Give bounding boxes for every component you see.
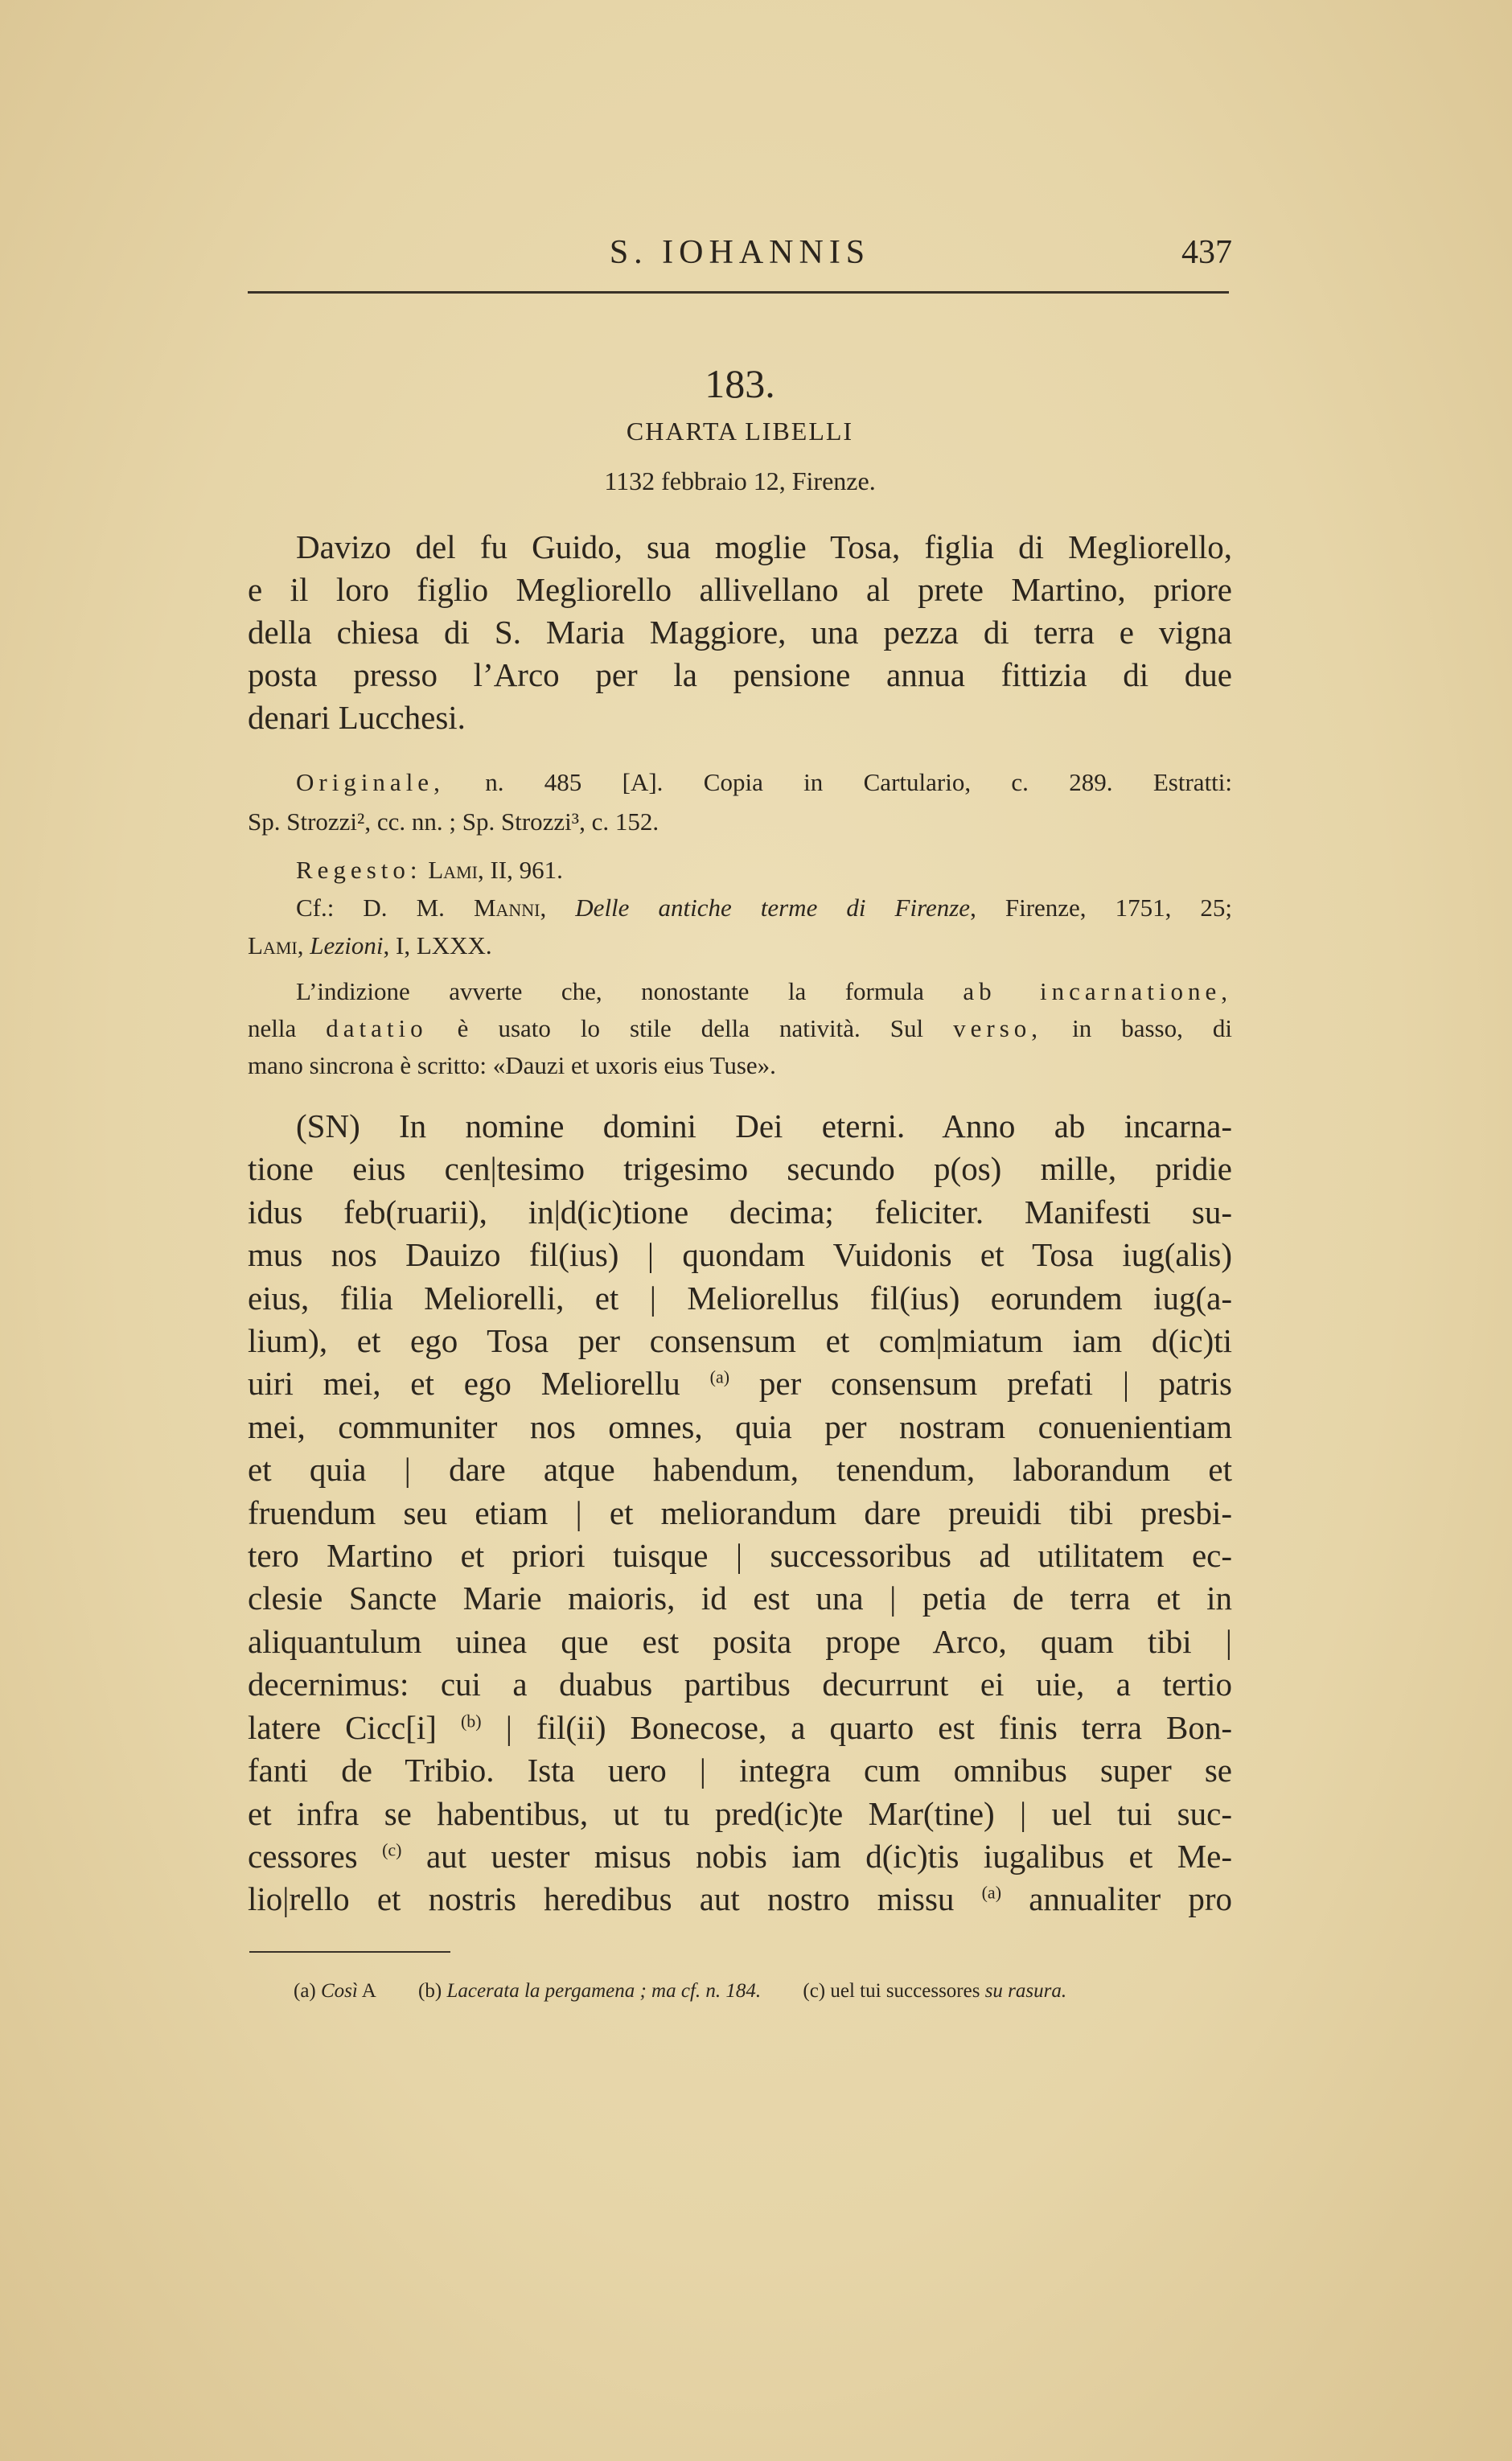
text-line: (SN) In nomine domini Dei eterni. Anno ab incarna- (296, 1107, 1232, 1144)
text: L’indizione avverte che, nonostante la formula (296, 977, 924, 1005)
ref: , Firenze, 1751, 25; (970, 894, 1232, 922)
text: latere Cicc[i] (248, 1708, 437, 1746)
spaced-text: datatio (326, 1014, 428, 1042)
estratti-label: Estratti: (1152, 768, 1233, 796)
summary-line: denari Lucchesi. (248, 699, 466, 736)
text: è usato lo stile della natività. Sul (457, 1014, 924, 1042)
text-line: idus feb(ruarii), in|d(ic)tione decima; feliciter. Manifesti su- (248, 1193, 1232, 1230)
running-head (248, 233, 1232, 281)
text: aut uester misus nobis iam d(ic)tis iugalibus et Me- (425, 1837, 1233, 1875)
document-date: 1132 febbraio 12, Firenze. (604, 466, 876, 495)
footnote-b (418, 1980, 761, 2002)
summary-line: Davizo del fu Guido, sua moglie Tosa, figlia di Megliorello, (296, 528, 1232, 565)
ref: , I, LXXX. (383, 931, 492, 959)
text-line (248, 1835, 1232, 1878)
text: cessores (248, 1837, 358, 1875)
originale-ref: n. 485 [A]. (485, 768, 664, 796)
author: Lami (248, 931, 298, 959)
lami-line: Lami, Lezioni, I, LXXX. (248, 931, 492, 959)
footnote-italic: Lacerata la pergamena ; ma cf. n. 184. (446, 1980, 762, 2002)
document-title: CHARTA LIBELLI (626, 417, 854, 446)
text: nella (248, 1014, 297, 1042)
commentary (248, 973, 1232, 1084)
tradition-line (248, 762, 1232, 802)
footnote-a (294, 1980, 376, 2002)
text-line: et infra se habentibus, ut tu pred(ic)te Mar(tine) | uel tui suc- (248, 1794, 1232, 1832)
header-rule (248, 291, 1229, 294)
author: Manni (473, 894, 540, 922)
title: Lezioni (310, 931, 384, 959)
page-number: 437 (1181, 234, 1232, 271)
footnote-rule (249, 1951, 450, 1953)
footnote-text: uel tui successores (825, 1980, 985, 2002)
text-line: mei, communiter nos omnes, quia per nostram conuenientiam (248, 1407, 1232, 1445)
footnote-ref: (a) (981, 1882, 1002, 1903)
footnote-italic: su rasura. (984, 1980, 1067, 2002)
text-line: mus nos Dauizo fil(ius) | quondam Vuidonis et Tosa iug(alis) (248, 1236, 1232, 1274)
text-line: fanti de Tribio. Ista uero | integra cum omnibus super se (248, 1752, 1232, 1789)
author: Lami (428, 856, 478, 884)
footnote-c (803, 1980, 1066, 2002)
text-line: et quia | dare atque habendum, tenendum, laborandum et (248, 1451, 1232, 1489)
originale-label: Originale, (296, 768, 445, 796)
commentary-line (248, 1010, 1232, 1047)
title: Delle antiche terme di Firenze (575, 894, 971, 922)
commentary-line: mano sincrona è scritto: «Dauzi et uxoris eius Tuse». (248, 1051, 776, 1079)
text: uiri mei, et ego Meliorellu (248, 1365, 680, 1403)
text-line: aliquantulum uinea que est posita prope Arco, quam tibi | (248, 1622, 1232, 1660)
footnote-mark: (c) (803, 1980, 826, 2002)
ref: , II, 961. (477, 856, 563, 884)
text-line: fruendum seu etiam | et meliorandum dare preuidi tibi presbi- (248, 1493, 1232, 1531)
summary-line: posta presso l’Arco per la pensione annua fittizia di due (248, 656, 1232, 693)
summary-line: della chiesa di S. Maria Maggiore, una pezza di terra e vigna (248, 614, 1232, 651)
tradition-line: Sp. Strozzi², cc. nn. ; Sp. Strozzi³, c. 152. (248, 807, 659, 836)
text-line: lium), et ego Tosa per consensum et com|miatum iam d(ic)ti (248, 1322, 1232, 1360)
text: per consensum prefati | patris (758, 1365, 1233, 1403)
regesto-label: Regesto: (296, 856, 422, 884)
charter-text (248, 1105, 1232, 1921)
summary-line: e il loro figlio Megliorello allivellano al prete Martino, priore (248, 571, 1232, 608)
text-line: clesie Sancte Marie maioris, id est una | petia de terra et in (248, 1580, 1232, 1617)
text-line: tione eius cen|tesimo trigesimo secundo p(os) mille, pridie (248, 1150, 1232, 1188)
text-line (248, 1707, 1232, 1749)
text-line (248, 1362, 1232, 1405)
document-number: 183. (705, 361, 775, 406)
footnote-mark: (b) (418, 1980, 442, 2002)
text-line: eius, filia Meliorelli, et | Meliorellus fil(ius) eorundem iug(a- (248, 1279, 1232, 1317)
tradition-note (248, 762, 1232, 841)
footnote-italic: Così (321, 1980, 358, 2002)
cf-label: Cf.: D. M. (296, 894, 445, 922)
text: in basso, di (1072, 1014, 1233, 1042)
commentary-line (248, 973, 1232, 1010)
footnote-mark: (a) (294, 1980, 316, 2002)
text-line (248, 1878, 1232, 1921)
spaced-text: verso, (953, 1014, 1043, 1042)
copia: Copia in Cartulario, c. 289. (703, 768, 1113, 796)
footnote-ref: (b) (460, 1711, 482, 1732)
cf-line: Cf.: D. M. Manni, Delle antiche terme di Firenze, Firenze, 1751, 25; (296, 894, 1232, 922)
running-title: S. IOHANNIS (609, 234, 871, 271)
summary (248, 526, 1232, 739)
regesto-line (248, 851, 1232, 889)
text-line: decernimus: cui a duabus partibus decurrunt ei uie, a tertio (248, 1666, 1232, 1703)
spaced-text: ab incarnatione, (963, 977, 1232, 1005)
bibliography (248, 851, 1232, 964)
text: | fil(ii) Bonecose, a quarto est finis terra Bon- (505, 1708, 1232, 1746)
footnote-ref: (c) (382, 1839, 402, 1860)
footnote-text: A (357, 1980, 376, 2002)
text: annualiter pro (1029, 1880, 1233, 1918)
text-line: tero Martino et priori tuisque | successoribus ad utilitatem ec- (248, 1537, 1232, 1575)
footnote-ref: (a) (709, 1366, 730, 1387)
footnotes (294, 1980, 1235, 2003)
text: lio|rello et nostris heredibus aut nostro missu (248, 1880, 955, 1918)
